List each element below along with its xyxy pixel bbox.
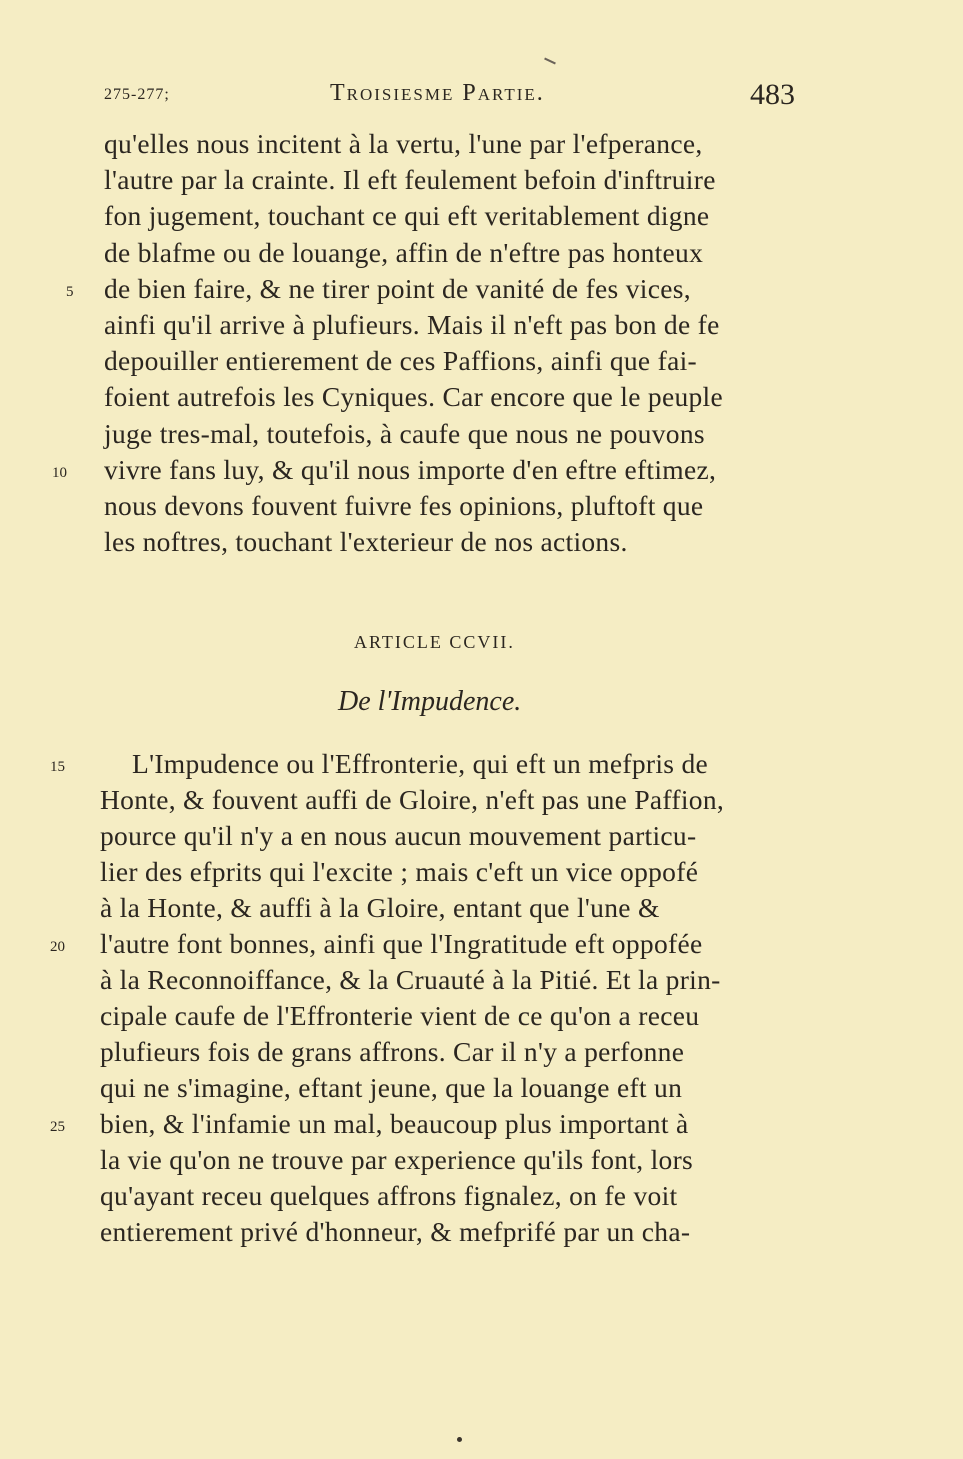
line-text: depouiller entierement de ces Paffions, ainfi que fai- [104, 345, 697, 377]
text-line [0, 892, 963, 928]
line-text: l'autre par la crainte. Il eft feulement befoin d'inftruire [104, 164, 716, 196]
text-line [0, 128, 963, 164]
line-text: entierement privé d'honneur, & mefprifé par un cha- [100, 1216, 691, 1247]
line-text: qu'ayant receu quelques affrons fignalez, on fe voit [100, 1180, 678, 1211]
line-text: pource qu'il n'y a en nous aucun mouvement particu- [100, 820, 697, 851]
line-number: 20 [50, 939, 65, 955]
text-line [0, 1180, 963, 1216]
line-text: de bien faire, & ne tirer point de vanité de fes vices, [104, 272, 691, 304]
text-line [0, 454, 963, 490]
text-line [0, 748, 963, 784]
line-number: 25 [50, 1119, 65, 1135]
line-text: nous devons fouvent fuivre fes opinions, pluftoft que [104, 490, 704, 521]
line-number: 5 [66, 283, 74, 300]
line-text: ainfi qu'il arrive à plufieurs. Mais il n'eft pas bon de fe [104, 309, 720, 340]
running-header [0, 80, 963, 116]
text-line [0, 381, 963, 417]
text-line [0, 273, 963, 309]
line-text: vivre fans luy, & qu'il nous importe d'en eftre eftimez, [104, 453, 717, 485]
text-line [0, 1072, 963, 1108]
text-line [0, 964, 963, 1000]
line-text: qui ne s'imagine, eftant jeune, que la louange eft un [100, 1072, 683, 1103]
text-line [0, 200, 963, 236]
article-heading: ARTICLE CCVII. [354, 632, 515, 652]
line-text: à la Honte, & auffi à la Gloire, entant que l'une & [100, 892, 660, 923]
text-line [0, 1000, 963, 1036]
text-line [0, 1036, 963, 1072]
line-text: les noftres, touchant l'exterieur de nos actions. [104, 526, 628, 558]
text-line [0, 490, 963, 526]
line-text: à la Reconnoiffance, & la Cruauté à la Pitié. Et la prin- [100, 964, 721, 995]
text-line [0, 784, 963, 820]
text-line [0, 1216, 963, 1252]
article-subtitle: De l'Impudence. [338, 686, 522, 717]
text-line [0, 1108, 963, 1144]
line-number: 15 [50, 759, 65, 775]
text-line [0, 418, 963, 454]
footer-dot [457, 1437, 462, 1442]
line-text: cipale caufe de l'Effronterie vient de ce qu'on a receu [100, 1000, 700, 1031]
line-text: plufieurs fois de grans affrons. Car il n'y a perfonne [100, 1036, 685, 1067]
line-text: bien, & l'infamie un mal, beaucoup plus important à [100, 1108, 689, 1139]
text-line [0, 820, 963, 856]
ink-mark [544, 58, 556, 65]
text-line [0, 345, 963, 381]
text-line [0, 309, 963, 345]
page-range: 275-277; [104, 86, 170, 103]
line-number: 10 [52, 464, 67, 481]
line-text: la vie qu'on ne trouve par experience qu'ils font, lors [100, 1144, 694, 1175]
text-line [0, 928, 963, 964]
line-text: foient autrefois les Cyniques. Car encore que le peuple [104, 381, 724, 413]
text-line [0, 164, 963, 200]
page-number: 483 [750, 78, 795, 111]
text-line [0, 526, 963, 562]
running-title: Troisiesme Partie. [330, 80, 545, 106]
line-text: de blafme ou de louange, affin de n'eftre pas honteux [104, 236, 704, 268]
text-line [0, 856, 963, 892]
line-text: fon jugement, touchant ce qui eft veritablement digne [104, 200, 710, 232]
line-text: Honte, & fouvent auffi de Gloire, n'eft pas une Paffion, [100, 784, 725, 815]
line-text: L'Impudence ou l'Effronterie, qui eft un mefpris de [132, 748, 709, 779]
text-line [0, 1144, 963, 1180]
line-text: qu'elles nous incitent à la vertu, l'une par l'efperance, [104, 128, 703, 159]
text-line [0, 237, 963, 273]
line-text: l'autre font bonnes, ainfi que l'Ingratitude eft oppofée [100, 928, 703, 959]
line-text: juge tres-mal, toutefois, à caufe que nous ne pouvons [104, 417, 705, 449]
line-text: lier des efprits qui l'excite ; mais c'eft un vice oppofé [100, 856, 699, 887]
